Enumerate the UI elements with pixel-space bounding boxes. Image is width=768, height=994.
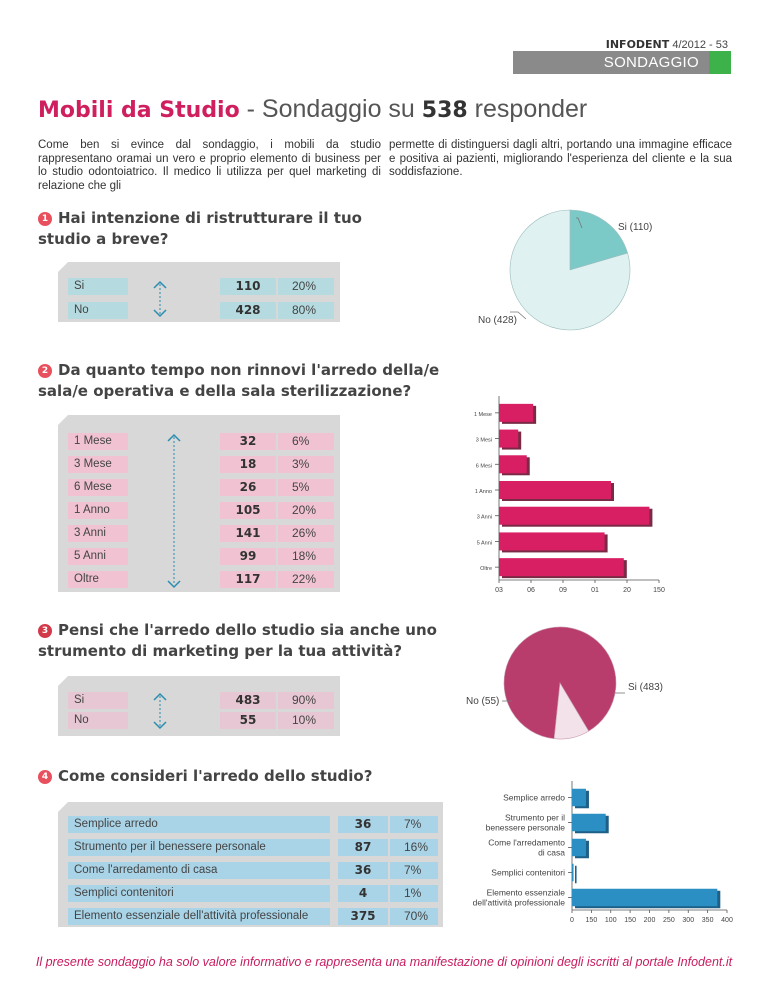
row-label: Oltre [68, 571, 128, 588]
row-count: 4 [338, 885, 388, 902]
question-number: 2 [38, 364, 52, 378]
row-label: 3 Anni [68, 525, 128, 542]
bar-1 [572, 814, 606, 832]
row-label: 1 Mese [68, 433, 128, 450]
row-count: 110 [220, 278, 276, 295]
row-percent: 20% [278, 502, 334, 519]
category-label: Semplice arredo [503, 792, 565, 803]
x-tick-label: 250 [663, 917, 675, 924]
bar-0 [499, 404, 533, 422]
x-tick-label: 09 [559, 587, 567, 594]
row-percent: 1% [390, 885, 438, 902]
row-count: 117 [220, 571, 276, 588]
row-percent: 3% [278, 456, 334, 473]
bar-4 [572, 889, 717, 907]
x-tick-label: 03 [495, 587, 503, 594]
question-text-line1: Come consideri l'arredo dello studio? [58, 767, 373, 785]
bar-chart-q4 [455, 765, 755, 935]
x-tick-label: 150 [624, 917, 636, 924]
title-suffix: responder [467, 95, 588, 123]
row-percent: 22% [278, 571, 334, 588]
x-tick-label: 0 [570, 917, 574, 924]
row-label: Elemento essenziale dell'attività professionale [68, 908, 330, 925]
x-tick-label: 150 [653, 587, 665, 594]
row-count: 36 [338, 862, 388, 879]
row-percent: 20% [278, 278, 334, 295]
bar-5 [499, 532, 605, 550]
page-title [38, 95, 587, 124]
row-percent: 18% [278, 548, 334, 565]
category-label: 5 Anni [476, 540, 492, 547]
question-4 [38, 766, 372, 787]
x-tick-label: 150 [585, 917, 598, 924]
question-text-line1: Pensi che l'arredo dello studio sia anche uno [58, 621, 437, 639]
row-count: 483 [220, 692, 276, 709]
pie-label-si: Si (483) [628, 682, 664, 693]
category-label: 3 Anni [476, 514, 492, 521]
question-text-line1: Hai intenzione di ristrutturare il tuo [58, 209, 362, 227]
row-label: 1 Anno [68, 502, 128, 519]
x-tick-label: 100 [604, 917, 617, 924]
x-tick-label: 20 [623, 587, 631, 594]
category-label: Come l'arredamento [488, 837, 565, 848]
row-count: 55 [220, 712, 276, 729]
row-count: 26 [220, 479, 276, 496]
pie-label-no: No (55) [466, 696, 500, 707]
double-arrow-icon [150, 278, 170, 320]
row-count: 36 [338, 816, 388, 833]
category-label: 6 Mesi [475, 463, 492, 470]
x-tick-label: 300 [682, 917, 695, 924]
bar-2 [572, 839, 586, 857]
double-arrow-icon [164, 431, 184, 591]
row-label: No [68, 712, 128, 729]
row-count: 32 [220, 433, 276, 450]
table-q2 [58, 415, 340, 592]
row-percent: 5% [278, 479, 334, 496]
bar-3 [499, 481, 611, 499]
double-arrow-icon [150, 690, 170, 732]
row-count: 87 [338, 839, 388, 856]
x-tick-label: 350 [701, 917, 714, 924]
intro-right: permette di distinguersi dagli altri, portando una immagine efficace e positiva ai pazienti, migliorando l'esperienza del cliente e la sua soddisfazione. [389, 139, 732, 178]
footer-note: Il presente sondaggio ha solo valore informativo e rappresenta una manifestazione di opinioni degli iscritti al portale Infodent.it [35, 955, 733, 969]
intro-left: Come ben si evince dal sondaggio, i mobili da studio rappresentano oramai un vero e proprio elemento di business per lo studio odontoiatrico. Il medico li utilizza per quel marketing di relazione che gli [38, 139, 381, 192]
row-count: 141 [220, 525, 276, 542]
pie-label-si: Si (110) [618, 222, 653, 233]
magazine-name: INFODENT [605, 38, 670, 51]
row-label: Si [68, 692, 128, 709]
x-tick-label: 200 [643, 917, 656, 924]
row-percent: 6% [278, 433, 334, 450]
row-count: 99 [220, 548, 276, 565]
row-percent: 90% [278, 692, 334, 709]
row-percent: 80% [278, 302, 334, 319]
row-percent: 16% [390, 839, 438, 856]
row-label: 3 Mese [68, 456, 128, 473]
question-3 [38, 620, 437, 662]
issue-header [606, 38, 728, 51]
row-percent: 7% [390, 862, 438, 879]
row-percent: 10% [278, 712, 334, 729]
row-label: Come l'arredamento di casa [68, 862, 330, 879]
category-label: dell'attività professionale [472, 897, 565, 908]
question-number: 1 [38, 212, 52, 226]
category-label: Oltre [480, 566, 492, 573]
row-count: 105 [220, 502, 276, 519]
row-label: Semplici contenitori [68, 885, 330, 902]
bar-chart-q2 [455, 395, 670, 610]
bar-3 [572, 864, 574, 882]
category-label: 1 Anno [474, 489, 492, 495]
x-tick-label: 06 [527, 587, 535, 594]
category-label: 1 Mese [473, 411, 492, 418]
section-label: SONDAGGIO [603, 54, 699, 71]
section-banner [513, 51, 731, 74]
table-q4 [58, 802, 443, 927]
row-count: 18 [220, 456, 276, 473]
question-text-line2: studio a breve? [38, 230, 169, 248]
question-text-line1: Da quanto tempo non rinnovi l'arredo della/e [58, 361, 440, 379]
bar-6 [499, 558, 624, 576]
question-1 [38, 208, 362, 250]
pie-chart-q3 [460, 625, 680, 745]
question-number: 4 [38, 770, 52, 784]
pie-label-no: No (428) [478, 315, 517, 326]
x-tick-label: 400 [721, 917, 733, 924]
row-label: Si [68, 278, 128, 295]
question-text-line2: strumento di marketing per la tua attività? [38, 642, 403, 660]
row-label: 5 Anni [68, 548, 128, 565]
question-number: 3 [38, 624, 52, 638]
category-label: Strumento per il [505, 812, 565, 823]
row-label: Semplice arredo [68, 816, 330, 833]
issue-number: 4/2012 - 53 [672, 39, 728, 51]
row-label: No [68, 302, 128, 319]
category-label: Elemento essenziale [486, 887, 565, 898]
pie-chart-q1 [470, 205, 700, 340]
bar-2 [499, 455, 527, 473]
category-label: di casa [538, 847, 565, 858]
table-q1 [58, 262, 340, 322]
question-2 [38, 360, 439, 402]
row-count: 428 [220, 302, 276, 319]
title-dash: - Sondaggio su [239, 95, 422, 123]
row-percent: 26% [278, 525, 334, 542]
row-count: 375 [338, 908, 388, 925]
question-text-line2: sala/e operativa e della sala sterilizzazione? [38, 382, 412, 400]
row-label: Strumento per il benessere personale [68, 839, 330, 856]
category-label: Semplici contenitori [491, 867, 565, 878]
row-percent: 70% [390, 908, 438, 925]
bar-1 [499, 430, 518, 448]
row-percent: 7% [390, 816, 438, 833]
title-main: Mobili da Studio [38, 98, 240, 123]
category-label: benessere personale [485, 822, 565, 833]
table-q3 [58, 676, 340, 736]
title-count: 538 [421, 98, 468, 123]
section-color-tab [709, 51, 731, 74]
category-label: 3 Mesi [475, 437, 492, 444]
bar-4 [499, 507, 649, 525]
bar-shadow [575, 866, 577, 884]
row-label: 6 Mese [68, 479, 128, 496]
bar-0 [572, 789, 586, 807]
x-tick-label: 01 [591, 587, 599, 594]
